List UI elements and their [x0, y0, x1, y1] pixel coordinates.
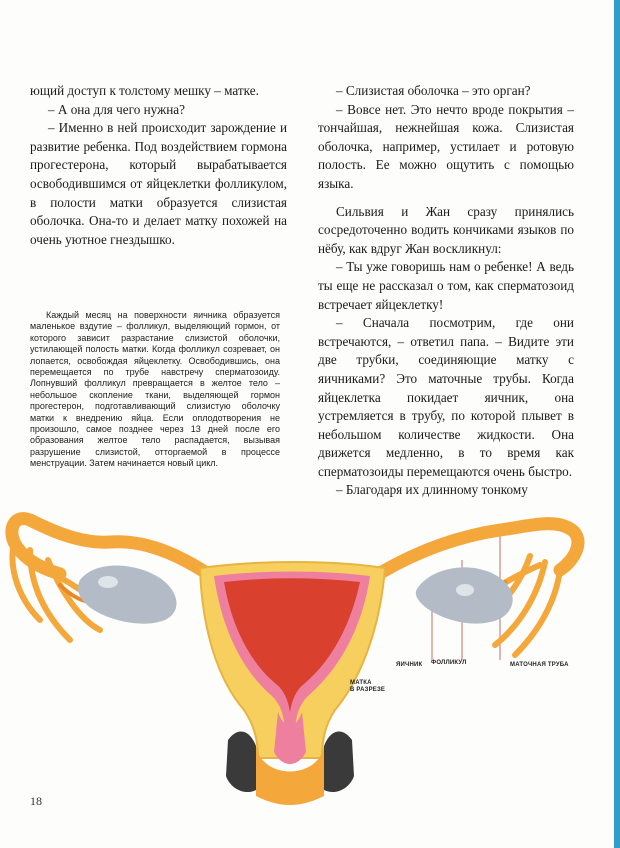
paragraph: – Ты уже говоришь нам о ребенке! А ведь ты еще не рассказал о том, как сперматозоид встречает яйцеклетку! [318, 259, 574, 312]
paragraph: – Именно в ней происходит зарождение и развитие ребенка. Под воздействием гормона прогестерона, который вырабатывается освободившимся от яйцеклетки фолликулом, в полости матки образуется слизистая оболочка. Она-то и делает матку похожей на очень уютное гнездышко. [30, 120, 287, 247]
uterus-illustration [0, 490, 614, 810]
paragraph: – Вовсе нет. Это нечто вроде покрытия – тончайшая, нежнейшая кожа. Слизистая оболочка, например, устилает и ротовую полость. Ее можно ощутить с помощью языка. [318, 101, 574, 191]
label-fallopian-tube: МАТОЧНАЯ ТРУБА [510, 662, 569, 668]
figure-caption: Каждый месяц на поверхности яичника образуется маленькое вздутие – фолликул, выделяющий гормон, от которого зависит разрастание слизистой оболочки, устилающей полость матки. Когда фолликул созревает, он лопается, освобождая яйцеклетку. Освободившись, она перемещается по трубе навстречу сперматозоиду. Лопнувший фолликул превращается в желтое тело – небольшое скопление ткани, выделяющей гормон прогестерон, подготавливающий слизистую оболочку матки к внедрению яйца. Если оплодотворения не произошло, самое позднее через 13 дней после его образования желтое тело распадается, вызывая разрушение слизистой, отторгаемой в процессе менструации. Затем начинается новый цикл. [30, 310, 280, 469]
paragraph: Сильвия и Жан сразу принялись сосредоточенно водить кончиками языков по нёбу, как вдруг Жан воскликнул: [318, 203, 574, 256]
label-ovary: ЯИЧНИК [396, 662, 423, 668]
label-uterus-section [350, 680, 385, 694]
paragraph: – А она для чего нужна? [48, 101, 185, 117]
right-follicle [456, 584, 474, 596]
left-ovary [78, 566, 176, 624]
left-follicle [98, 576, 118, 588]
paragraph: – Сначала посмотрим, где они встречаются, – ответил папа. – Видите эти две трубки, соединяющие матку с яичниками? Это маточные трубы. Когда яйцеклетка покидает яичник, она устремляется в трубу, по которой плывет в небольшом количестве жидкости. Она движется медленно, в то время как сперматозоиды перемещаются очень быстро. [318, 315, 574, 479]
label-line: МАТКА [350, 680, 372, 686]
label-line: В РАЗРЕЗЕ [350, 687, 386, 693]
label-follicle: ФОЛЛИКУЛ [431, 660, 467, 666]
text-column-left [30, 82, 287, 249]
paragraph: – Благодаря их длинному тонкому [336, 482, 528, 498]
page-edge-strip [614, 0, 620, 848]
vaginal-wall-left [226, 731, 256, 792]
vaginal-wall-right [324, 731, 354, 792]
paragraph: ющий доступ к толстому мешку – матке. [30, 83, 259, 98]
paragraph: – Слизистая оболочка – это орган? [336, 83, 531, 98]
page-number: 18 [30, 794, 42, 808]
text-column-right [318, 82, 574, 500]
